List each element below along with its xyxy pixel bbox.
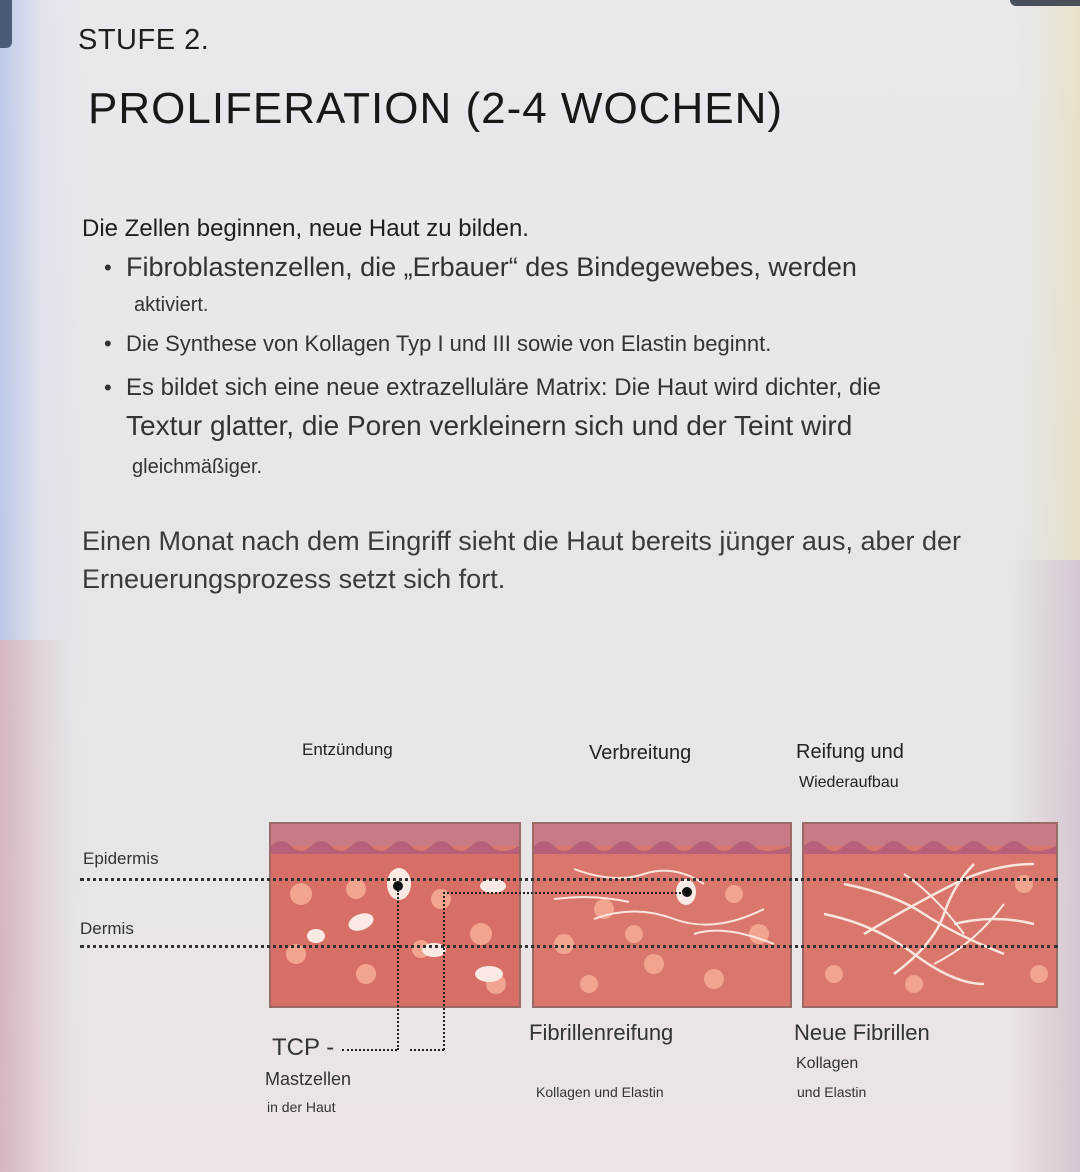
phase-label-maturation: Reifung und (796, 741, 904, 763)
layer-label-dermis: Dermis (80, 919, 134, 938)
bullet-continuation: gleichmäßiger. (132, 456, 263, 478)
bullet-item (104, 329, 974, 359)
dermis-boundary-line (80, 945, 1058, 948)
connector-line (342, 1049, 397, 1051)
caption-mastcells: Mastzellen (265, 1069, 352, 1089)
caption-new-fibrils-sub2: und Elastin (797, 1084, 867, 1100)
connector-line (443, 892, 685, 894)
epidermis-boundary-line (80, 878, 1058, 881)
phase-label-inflammation: Entzündung (302, 740, 393, 759)
connector-line (410, 1049, 444, 1051)
bullet-item (104, 250, 974, 323)
bullet-text: Die Synthese von Kollagen Typ I und III sowie von Elastin beginnt. (126, 331, 772, 356)
window-corner-right (1010, 0, 1080, 6)
stage-label: STUFE 2. (78, 24, 210, 56)
bullet-list (104, 250, 974, 486)
connector-line (397, 890, 399, 1050)
skin-illustration (804, 824, 1056, 1006)
skin-panel-proliferation (532, 822, 792, 1008)
intro-text: Die Zellen beginnen, neue Haut zu bilden. (82, 215, 529, 242)
bullet-text-line2: Textur glatter, die Poren verkleinern sich und der Teint wird (126, 410, 853, 441)
connector-line (443, 892, 445, 1050)
skin-illustration (534, 824, 790, 1006)
layer-label-epidermis: Epidermis (83, 849, 159, 868)
bullet-item (104, 369, 974, 486)
caption-mastcells-sub: in der Haut (267, 1099, 336, 1115)
caption-tcp: TCP - (272, 1034, 335, 1061)
caption-fibril-maturation: Fibrillenreifung (529, 1020, 674, 1045)
bullet-continuation: aktiviert. (134, 294, 209, 316)
bullet-text: Fibroblastenzellen, die „Erbauer“ des Bindegewebes, werden (126, 252, 857, 282)
page-title: PROLIFERATION (2-4 WOCHEN) (88, 84, 784, 133)
skin-panel-inflammation (269, 822, 521, 1008)
caption-new-fibrils-sub1: Kollagen (796, 1055, 859, 1072)
skin-panel-maturation (802, 822, 1058, 1008)
window-corner-left (0, 0, 12, 48)
summary-text: Einen Monat nach dem Eingriff sieht die Haut bereits jünger aus, aber der Erneuerungsprozess setzt sich fort. (82, 526, 962, 594)
phase-label-proliferation: Verbreitung (589, 742, 692, 764)
caption-fibril-maturation-sub: Kollagen und Elastin (536, 1084, 664, 1100)
caption-new-fibrils: Neue Fibrillen (794, 1020, 930, 1045)
bullet-text: Es bildet sich eine neue extrazelluläre Matrix: Die Haut wird dichter, die (126, 374, 882, 401)
skin-diagram (0, 700, 1080, 1130)
phase-label-remodeling: Wiederaufbau (799, 774, 899, 791)
skin-illustration (271, 824, 519, 1006)
